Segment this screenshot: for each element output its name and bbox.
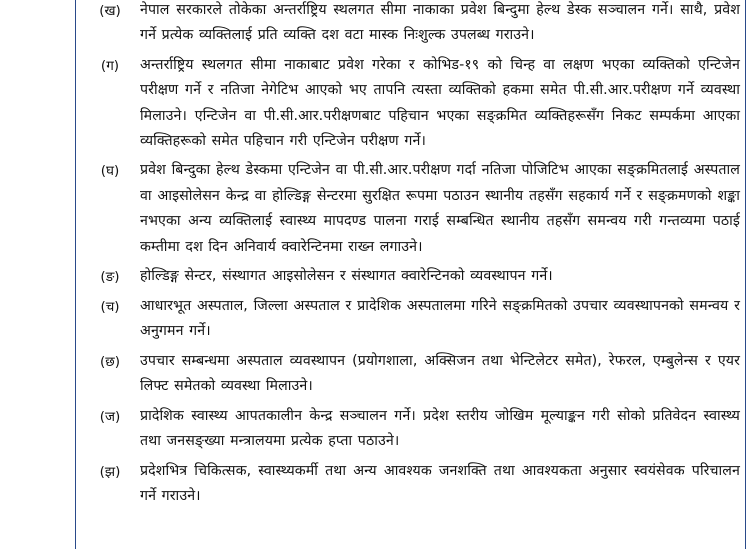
clause-nga [80, 264, 740, 290]
table-column-divider [75, 0, 76, 549]
clause-text: प्रवेश बिन्दुका हेल्थ डेस्कमा एन्टिजेन वा पी.सी.आर.परीक्षण गर्दा नतिजा पोजिटिभ आएका सङ्क्रमितलाई अस्पताल वा आइसोलेसन केन्द्र वा होल्डिङ्ग सेन्टरमा सुरक्षित रूपमा पठाउन स्थानीय तहसँग सहकार्य गर्ने र सङ्क्रमणको शङ्का नभएका अन्य व्यक्तिलाई स्वास्थ्य मापदण्ड पालना गराई सम्बन्धित स्थानीय तहसँग समन्वय गरी गन्तव्यमा पठाई कम्तीमा दश दिन अनिवार्य क्वारेन्टिनमा राख्न लगाउने। [140, 162, 740, 255]
clause-marker: (ज) [99, 408, 121, 425]
clause-ga [80, 53, 740, 155]
clause-marker: (ग) [100, 57, 120, 74]
clause-kha [80, 0, 740, 49]
table-right-border [745, 0, 746, 549]
clause-text: आधारभूत अस्पताल, जिल्ला अस्पताल र प्रादेशिक अस्पतालमा गरिने सङ्क्रमितको उपचार व्यवस्थापनको समन्वय र अनुगमन गर्ने। [140, 298, 740, 340]
clause-ja [80, 404, 740, 455]
clause-cha [80, 294, 740, 345]
clause-text: होल्डिङ्ग सेन्टर, संस्थागत आइसोलेसन र संस्थागत क्वारेन्टिनको व्यवस्थापन गर्ने। [140, 268, 553, 285]
clause-marker: (घ) [100, 163, 120, 180]
clause-list [80, 0, 740, 509]
clause-text: नेपाल सरकारले तोकेका अन्तर्राष्ट्रिय स्थलगत सीमा नाकाका प्रवेश बिन्दुमा हेल्थ डेस्क सञ्चालन गर्ने। साथै, प्रवेश गर्ने प्रत्येक व्यक्तिलाई प्रति व्यक्ति दश वटा मास्क निःशुल्क उपलब्ध गराउने। [140, 2, 740, 44]
clause-text: प्रादेशिक स्वास्थ्य आपतकालीन केन्द्र सञ्चालन गर्ने। प्रदेश स्तरीय जोखिम मूल्याङ्कन गरी सोको प्रतिवेदन स्वास्थ्य तथा जनसङ्ख्या मन्त्रालयमा प्रत्येक हप्ता पठाउने। [140, 407, 740, 450]
clause-text: उपचार सम्बन्धमा अस्पताल व्यवस्थापन (प्रयोगशाला, अक्सिजन तथा भेन्टिलेटर समेत), रेफरल, एम्बुलेन्स र एयर लिफ्ट समेतको व्यवस्था मिलाउने। [140, 352, 740, 395]
clause-jha [80, 459, 740, 510]
clause-text: प्रदेशभित्र चिकित्सक, स्वास्थ्यकर्मी तथा अन्य आवश्यक जनशक्ति तथा आवश्यकता अनुसार स्वयंसेवक परिचालन गर्ने गराउने। [140, 462, 740, 504]
clause-marker: (छ) [100, 353, 120, 370]
clause-chha [80, 349, 740, 400]
clause-marker: (ख) [99, 3, 121, 19]
clause-marker: (च) [100, 299, 120, 316]
clause-text: अन्तर्राष्ट्रिय स्थलगत सीमा नाकाबाट प्रवेश गरेका र कोभिड-१९ को चिन्ह वा लक्षण भएका व्यक्तिको एन्टिजेन परीक्षण गर्ने र नतिजा नेगेटिभ आएको भए तापनि त्यस्ता व्यक्तिको हकमा समेत पी.सी.आर.परीक्षण गर्ने व्यवस्था मिलाउने। एन्टिजेन वा पी.सी.आर.परीक्षणबाट पहिचान भएका सङ्क्रमित व्यक्तिहरूसँग निकट सम्पर्कमा आएका व्यक्तिहरूको समेत पहिचान गरी एन्टिजेन परीक्षण गर्ने। [140, 56, 740, 150]
clause-marker: (ङ) [100, 269, 120, 286]
clause-gha [80, 158, 740, 260]
clause-marker: (झ) [99, 463, 121, 480]
